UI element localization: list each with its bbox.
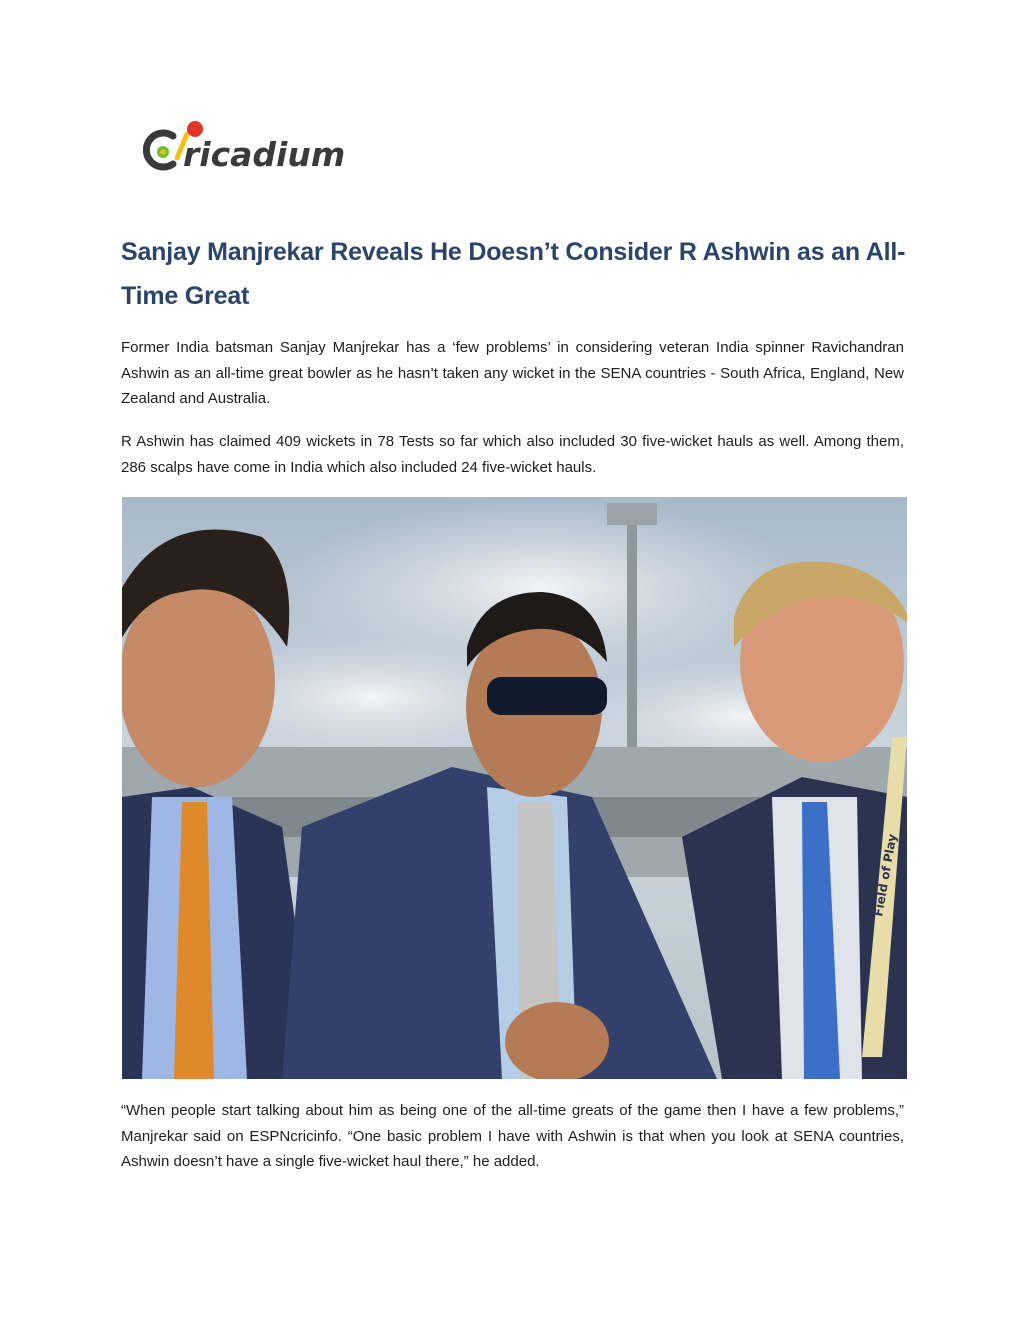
- floodlight-head: [607, 503, 657, 525]
- floodlight-pole: [627, 517, 637, 747]
- article-paragraph-2: R Ashwin has claimed 409 wickets in 78 Tests so far which also included 30 five-wicket hauls as well. Among them, 286 scalps have come in India which also included 24 five-wicket hauls.: [121, 433, 904, 476]
- logo-yellow-dot: [160, 149, 165, 154]
- article-title: Sanjay Manjrekar Reveals He Doesn’t Consider R Ashwin as an All-Time Great: [121, 238, 906, 310]
- cricadium-logo[interactable]: [143, 118, 353, 174]
- article-paragraph-3: “When people start talking about him as being one of the all-time greats of the game then I have a few problems,” Manjrekar said on ESPNcricinfo. “One basic problem I have with Ashwin is that when you look at SENA countries, Ashwin doesn’t have a single five-wicket haul there,” he added.: [121, 1102, 904, 1170]
- logo-text: ricadium: [183, 135, 346, 174]
- sunglasses-icon: [487, 677, 607, 715]
- article-photo: [122, 497, 907, 1079]
- person-middle-hand: [505, 1002, 609, 1079]
- article-paragraph-1: Former India batsman Sanjay Manjrekar has a ‘few problems’ in considering veteran India spinner Ravichandran Ashwin as an all-time great bowler as he hasn’t taken any wicket in the SENA countries - South Africa, England, New Zealand and Australia.: [121, 339, 904, 407]
- lanyard-text: Field of Play: [871, 832, 900, 918]
